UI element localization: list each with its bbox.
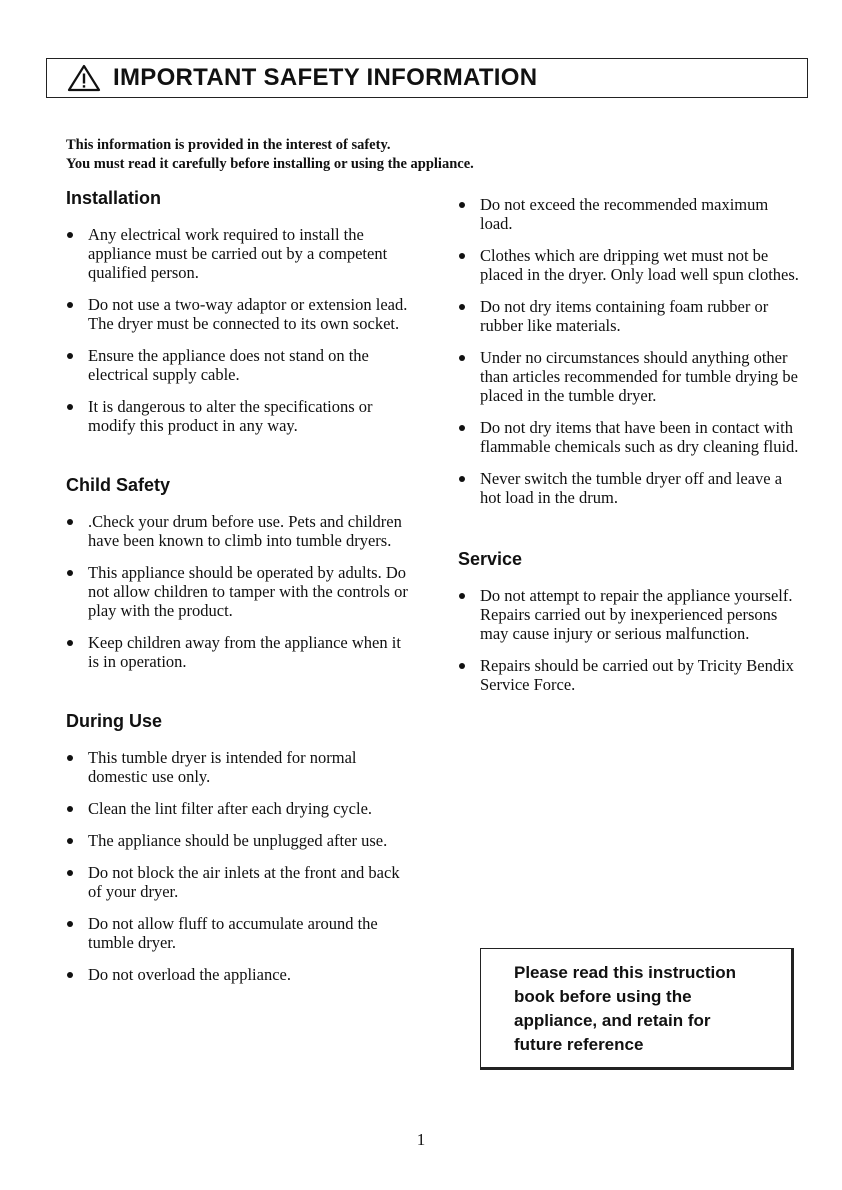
section-heading-during-use: During Use: [66, 711, 163, 731]
list-item: Do not attempt to repair the appliance yourself. Repairs carried out by inexperienced persons may cause injury or serious malfunction.: [458, 586, 803, 643]
list-item: Do not allow fluff to accumulate around the tumble dryer.: [66, 914, 416, 952]
list-item: Do not dry items containing foam rubber or rubber like materials.: [458, 297, 803, 335]
list-item: Keep children away from the appliance when it is in operation.: [66, 633, 416, 671]
list-item: .Check your drum before use. Pets and children have been known to climb into tumble dryers.: [66, 512, 416, 550]
notice-line: book before using the: [514, 987, 692, 1006]
installation-list: [66, 225, 416, 435]
left-column: [66, 186, 416, 997]
intro-line: This information is provided in the interest of safety.: [66, 137, 391, 153]
list-item: Never switch the tumble dryer off and leave a hot load in the drum.: [458, 469, 803, 507]
section-heading-child-safety: Child Safety: [66, 475, 171, 495]
service-list: [458, 586, 803, 694]
list-item: Do not exceed the recommended maximum load.: [458, 195, 803, 233]
notice-line: future reference: [514, 1035, 644, 1054]
intro-line: You must read it carefully before installing or using the appliance.: [66, 156, 474, 172]
list-item: Clean the lint filter after each drying cycle.: [66, 799, 416, 818]
page-number: 1: [416, 1130, 426, 1149]
child-safety-list: [66, 512, 416, 671]
list-item: Do not dry items that have been in contact with flammable chemicals such as dry cleaning fluid.: [458, 418, 803, 456]
section-heading-installation: Installation: [66, 188, 162, 208]
notice-line: appliance, and retain for: [514, 1011, 711, 1030]
list-item: Do not overload the appliance.: [66, 965, 416, 984]
list-item: Do not block the air inlets at the front and back of your dryer.: [66, 863, 416, 901]
list-item: The appliance should be unplugged after use.: [66, 831, 416, 850]
notice-line: Please read this instruction: [514, 963, 737, 982]
read-instructions-notice: [480, 948, 794, 1070]
during-use-list: [66, 748, 416, 984]
title-banner: [46, 58, 808, 98]
list-item: Do not use a two-way adaptor or extension lead. The dryer must be connected to its own socket.: [66, 295, 416, 333]
list-item: Ensure the appliance does not stand on the electrical supply cable.: [66, 346, 416, 384]
list-item: Repairs should be carried out by Tricity Bendix Service Force.: [458, 656, 803, 694]
section-heading-service: Service: [458, 549, 523, 569]
list-item: It is dangerous to alter the specifications or modify this product in any way.: [66, 397, 416, 435]
list-item: Clothes which are dripping wet must not be placed in the dryer. Only load well spun clothes.: [458, 246, 803, 284]
right-column: [458, 195, 803, 707]
intro-text: [66, 136, 474, 174]
list-item: Under no circumstances should anything other than articles recommended for tumble drying be placed in the tumble dryer.: [458, 348, 803, 405]
list-item: This appliance should be operated by adults. Do not allow children to tamper with the controls or play with the product.: [66, 563, 416, 620]
warning-triangle-icon: [67, 64, 101, 92]
list-item: Any electrical work required to install the appliance must be carried out by a competent qualified person.: [66, 225, 416, 282]
page-title: IMPORTANT SAFETY INFORMATION: [113, 64, 538, 91]
list-item: This tumble dryer is intended for normal domestic use only.: [66, 748, 416, 786]
during-use-continued-list: [458, 195, 803, 507]
